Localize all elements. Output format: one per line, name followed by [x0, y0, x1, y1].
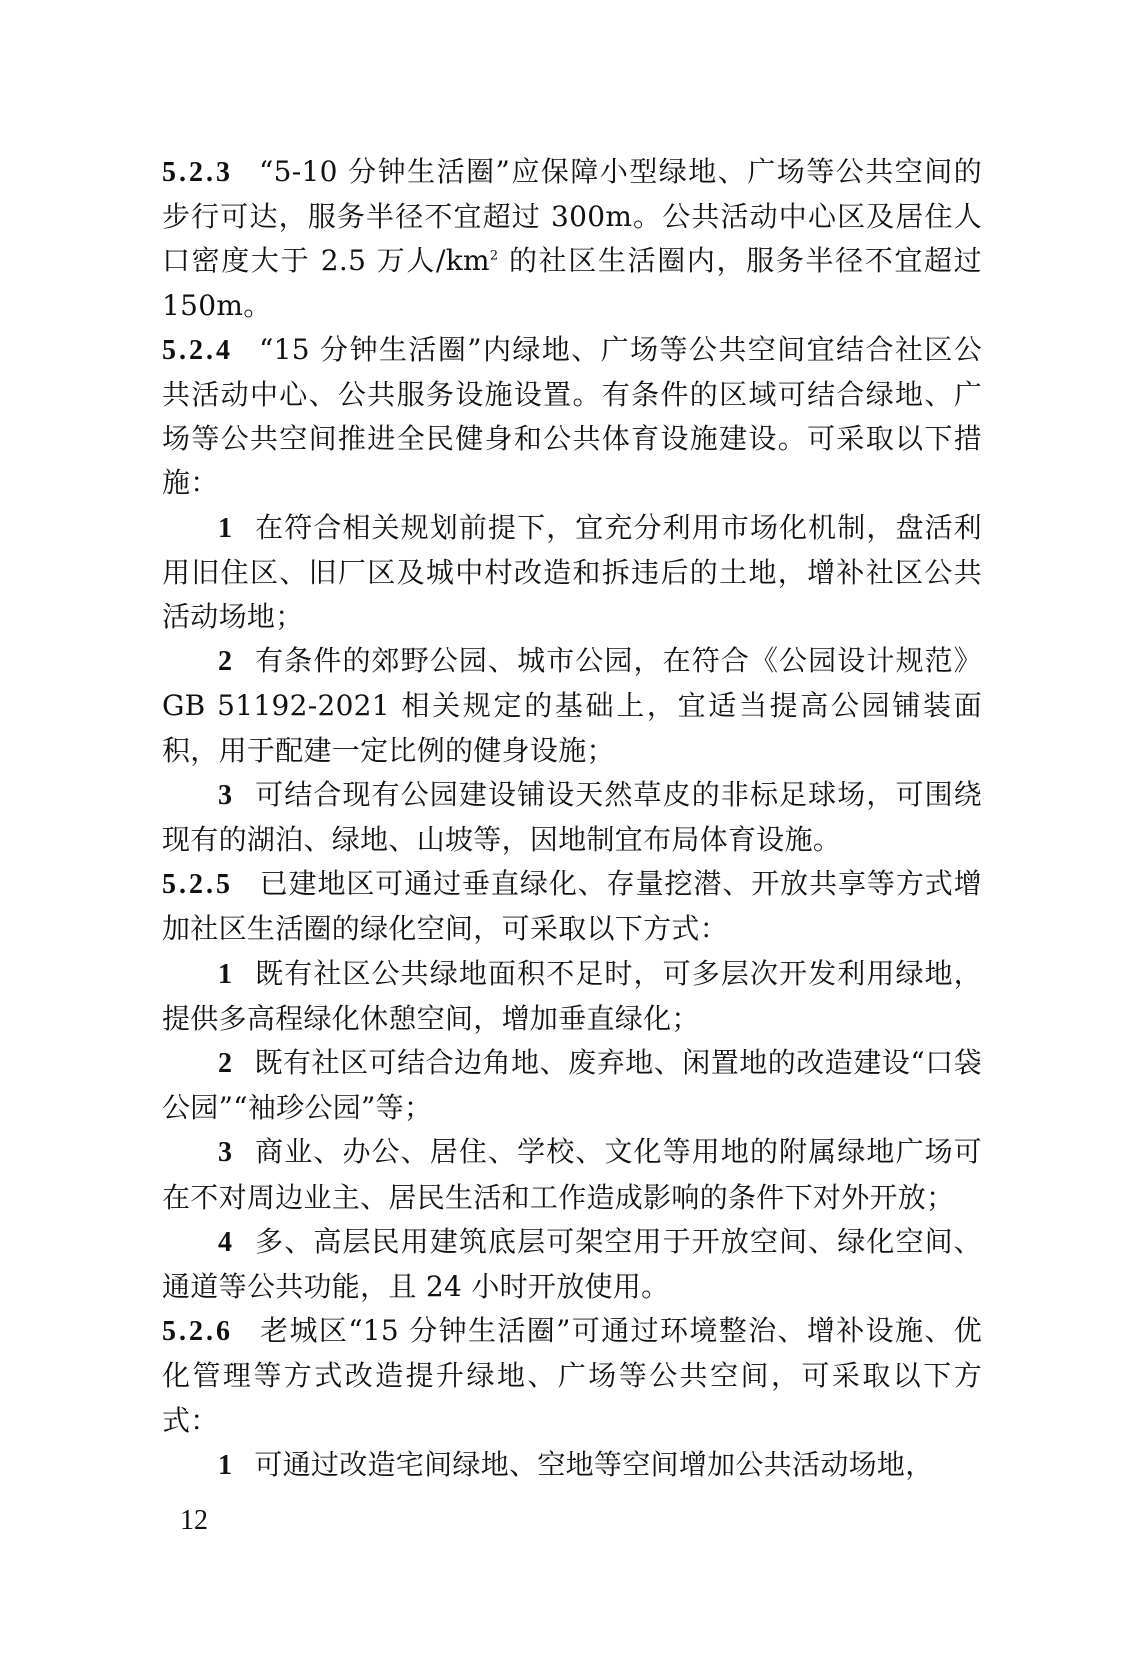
item-text: 可通过改造宅间绿地、空地等空间增加公共活动场地，: [254, 1447, 934, 1481]
superscript-2: 2: [489, 249, 499, 265]
clause-5-2-6: [162, 1309, 982, 1443]
item-number: 1: [218, 1449, 233, 1481]
item-text: 可结合现有公园建设铺设天然草皮的非标足球场，可围绕现有的湖泊、绿地、山坡等，因地制宜布局体育设施。: [162, 777, 982, 857]
clause-item: [162, 1220, 982, 1309]
clause-5-2-4: [162, 328, 982, 506]
item-text: 既有社区可结合边角地、废弃地、闲置地的改造建设“口袋公园”“袖珍公园”等；: [162, 1046, 982, 1125]
item-text: 在符合相关规划前提下，宜充分利用市场化机制，盘活利用旧住区、旧厂区及城中村改造和拆违后的土地，增补社区公共活动场地；: [162, 510, 982, 634]
clause-5-2-5: [162, 862, 982, 951]
item-number: 2: [218, 1048, 233, 1080]
clause-text: 老城区“15 分钟生活圈”可通过环境整治、增补设施、优化管理等方式改造提升绿地、广场等公共空间，可采取以下方式：: [162, 1314, 982, 1437]
clause-item: [162, 506, 982, 640]
clause-text: “15 分钟生活圈”内绿地、广场等公共空间宜结合社区公共活动中心、公共服务设施设置。有条件的区域可结合绿地、广场等公共空间推进全民健身和公共体育设施建设。可采取以下措施：: [162, 332, 982, 500]
clause-number: 5.2.6: [162, 1316, 233, 1348]
item-text: 既有社区公共绿地面积不足时，可多层次开发利用绿地，提供多高程绿化休憩空间，增加垂直绿化；: [162, 956, 982, 1035]
clause-number: 5.2.3: [162, 157, 233, 188]
clause-number: 5.2.4: [162, 334, 233, 366]
item-number: 4: [218, 1226, 233, 1258]
item-number: 1: [218, 512, 233, 544]
clause-text: “5-10 分钟生活圈”应保障小型绿地、广场等公共空间的步行可达，服务半径不宜超过 300m。公共活动中心区及居住人口密度大于 2.5 万人/km: [162, 155, 982, 278]
document-body: [162, 150, 982, 1488]
clause-text-continued: 的社区生活圈内，服务半径不宜超过 150m。: [162, 244, 982, 322]
item-text: 有条件的郊野公园、城市公园，在符合《公园设计规范》GB 51192-2021 相关规定的基础上，宜适当提高公园铺装面积，用于配建一定比例的健身设施；: [162, 644, 982, 767]
clause-item: [162, 1130, 982, 1219]
clause-number: 5.2.5: [162, 869, 233, 901]
clause-item: [162, 1443, 982, 1488]
item-text: 商业、办公、居住、学校、文化等用地的附属绿地广场可在不对周边业主、居民生活和工作造成影响的条件下对外开放；: [162, 1135, 982, 1214]
item-number: 3: [218, 1137, 233, 1169]
clause-item: [162, 1041, 982, 1130]
clause-text: 已建地区可通过垂直绿化、存量挖潜、开放共享等方式增加社区生活圈的绿化空间，可采取以下方式：: [162, 867, 982, 946]
item-number: 1: [218, 958, 233, 990]
item-number: 3: [218, 779, 233, 811]
page-number: 12: [180, 1505, 208, 1536]
clause-item: [162, 639, 982, 773]
clause-5-2-3: [162, 150, 982, 328]
item-text: 多、高层民用建筑底层可架空用于开放空间、绿化空间、通道等公共功能，且 24 小时开放使用。: [162, 1224, 982, 1304]
clause-item: [162, 773, 982, 862]
item-number: 2: [218, 646, 233, 678]
clause-item: [162, 952, 982, 1041]
